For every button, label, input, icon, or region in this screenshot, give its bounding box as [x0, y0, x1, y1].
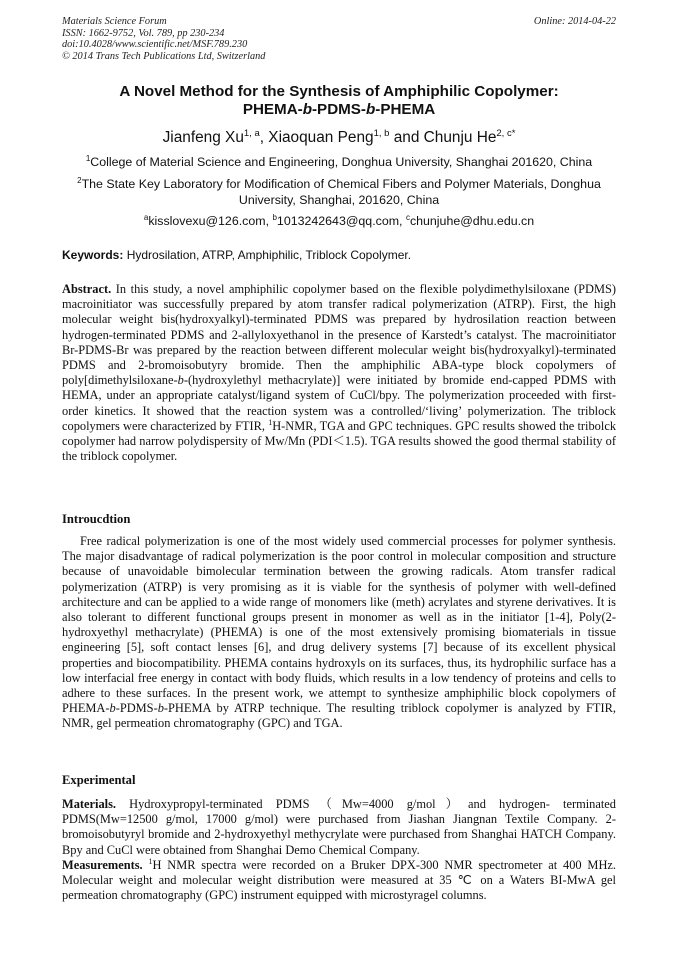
abstract [62, 282, 616, 464]
abstract-label: Abstract. [62, 282, 112, 296]
author-name: Jianfeng Xu [162, 129, 244, 146]
materials-paragraph [62, 797, 616, 858]
affiliation-sup: 1 [85, 154, 91, 163]
email-list [62, 213, 616, 229]
keywords [62, 248, 616, 263]
email-link[interactable]: 1013242643@qq.com, [276, 214, 406, 228]
title-line-2 [62, 101, 616, 119]
abstract-text: In this study, a novel amphiphilic copolymer based on the flexible polydimethylsiloxane (PDMS) macroinitiator was successfully prepared by atom transfer radical polymerization (ATRP). First, the high molecular weight bis(hydroxyalkyl)-terminated PDMS was prepared by hydrosilation reaction between hydrogen-terminated PDMS and 2-allyloxyethanol in the presence of Karstedt’s catalyst. The macroinitiator Br-PDMS-Br was prepared by the reaction between different molecular weight bis(hydroxyalkyl)-terminated PDMS and 2-bromoisobutyry bromide. Then the amphiphilic ABA-type block copolymers of poly[dimethylsiloxane- [62, 282, 616, 388]
title-italic: b [302, 101, 312, 118]
author-sup: 1, a [243, 128, 260, 139]
intro-text: -PHEMA by ATRP technique. The resulting triblock copolymer is analyzed by FTIR, NMR, gel permeation chromatography (GPC) and TGA. [62, 701, 616, 731]
abstract-text: H-NMR, TGA and GPC techniques. GPC results showed the tribolck copolymer had narrow polydispersity of Mw/Mn (PDI＜1.5). TGA results showed the good thermal stability of the triblock copolymer. [62, 418, 617, 464]
intro-text: -PDMS- [115, 701, 158, 716]
intro-paragraph [62, 534, 616, 732]
title-part: -PHEMA [375, 101, 436, 118]
measurements-sup: 1 [148, 856, 153, 866]
journal-header [62, 16, 616, 62]
abstract-sup: 1 [268, 417, 273, 427]
journal-doi: doi:10.4028/www.scientific.net/MSF.789.230 [62, 39, 248, 51]
title-italic: b [366, 101, 376, 118]
affiliation-2 [62, 176, 616, 208]
email-sup: c [405, 213, 410, 222]
author-name: and Chunju He [389, 129, 497, 146]
author-list [62, 128, 616, 148]
email-link[interactable]: chunjuhe@dhu.edu.cn [409, 214, 535, 228]
title-part: -PDMS- [312, 101, 366, 118]
journal-name: Materials Science Forum [62, 16, 167, 27]
materials-text: Hydroxypropyl-terminated PDMS（Mw=4000 g/mol）and hydrogen- terminated PDMS(Mw=12500 g/mol, 17000 g/mol) were purchased from Jiashan Jiangnan Textile Company. 2-bromoisobutyryl bromide and 2-hydroxyethyl methycrylate were purchased from Shanghai HATCH Company. Bpy and CuCl were obtained from Shanghai Demo Chemical Company. [62, 797, 616, 857]
materials-label: Materials. [62, 797, 117, 811]
experimental-heading: Experimental [62, 773, 136, 787]
abstract-italic: b [177, 373, 184, 388]
journal-copyright: © 2014 Trans Tech Publications Ltd, Switzerland [62, 50, 266, 62]
author-sup: 1, b [373, 128, 390, 139]
author-sup: 2, c* [496, 128, 516, 139]
journal-issn: ISSN: 1662-9752, Vol. 789, pp 230-234 [62, 27, 225, 39]
affiliation-text: College of Material Science and Engineering, Donghua University, Shanghai 201620, China [90, 155, 593, 169]
measurements-label: Measurements. [62, 857, 143, 872]
email-sup: a [143, 213, 149, 222]
author-name: , Xiaoquan Peng [259, 129, 374, 146]
intro-text: Free radical polymerization is one of the most widely used commercial processes for polymer synthesis. The major disadvantage of radical polymerization is the poor control in molecular composition and structure because of unavoidable bimolecular termination between the growing radicals. Atom transfer radical polymerization (ATRP) is very promising as it is viable for the synthesis of polymer with well-defined architecture and can be applied to a wide range of monomers like (meth) acrylates and styrene derivatives. It is also tolerant to different functional groups present in monomer as well as in the initiator [1-4], Poly(2-hydroxyethyl methacrylate) (PHEMA) is one of the most extensively promising biomaterials in tissue engineering [5], soft contact lenses [6], and drug delivery systems [7] because of its excellent physical properties and biocompatibility. PHEMA contains hydroxyls on its surfaces, thus, its hydrophilic surface has a low interfacial free energy in contact with body fluids, which results in a low tendency of proteins and cells to adhere to these surfaces. In the present work, we attempt to synthesize amphiphilic block copolymers of PHEMA- [62, 534, 616, 716]
intro-section [62, 534, 616, 732]
intro-italic: b [157, 701, 164, 716]
intro-heading: Introucdtion [62, 512, 131, 526]
experimental-section [62, 797, 616, 903]
abstract-text: -(hydroxylethyl methacrylate)] were initiated by bromide end-capped PDMS with HEMA, under an appropriate catalyst/ligand system of CuCl/bpy. The polymerization proceeded with first-order kinetics. It showed that the reaction system was a controlled/‘living’ polymerization. The triblock copolymers were characterized by FTIR, [62, 373, 616, 433]
measurements-paragraph [62, 858, 616, 904]
measurements-text: H NMR spectra were recorded on a Bruker DPX-300 NMR spectrometer at 400 MHz. Molecular weight and molecular weight distribution were measured at 35 ℃ on a Waters BI-MwA gel permeation chromatography (GPC) instrument equipped with microstyragel columns. [62, 857, 616, 903]
online-date: Online: 2014-04-22 [533, 16, 616, 27]
affiliation-sup: 2 [77, 176, 82, 185]
email-link[interactable]: kisslovexu@126.com, [148, 214, 273, 228]
intro-italic: b [109, 701, 116, 716]
keywords-label: Keywords: [62, 248, 124, 262]
affiliation-text: The State Key Laboratory for Modification of Chemical Fibers and Polymer Materials, Donghua University, Shanghai, 201620, China [81, 177, 601, 207]
paper-title [62, 83, 616, 119]
abstract-paragraph [62, 282, 616, 464]
title-line-1: A Novel Method for the Synthesis of Amphiphilic Copolymer: [119, 83, 559, 100]
title-part: PHEMA- [242, 101, 303, 118]
affiliation-1 [62, 154, 616, 170]
email-sup: b [272, 213, 277, 222]
keywords-text: Hydrosilation, ATRP, Amphiphilic, Triblock Copolymer. [123, 248, 412, 262]
